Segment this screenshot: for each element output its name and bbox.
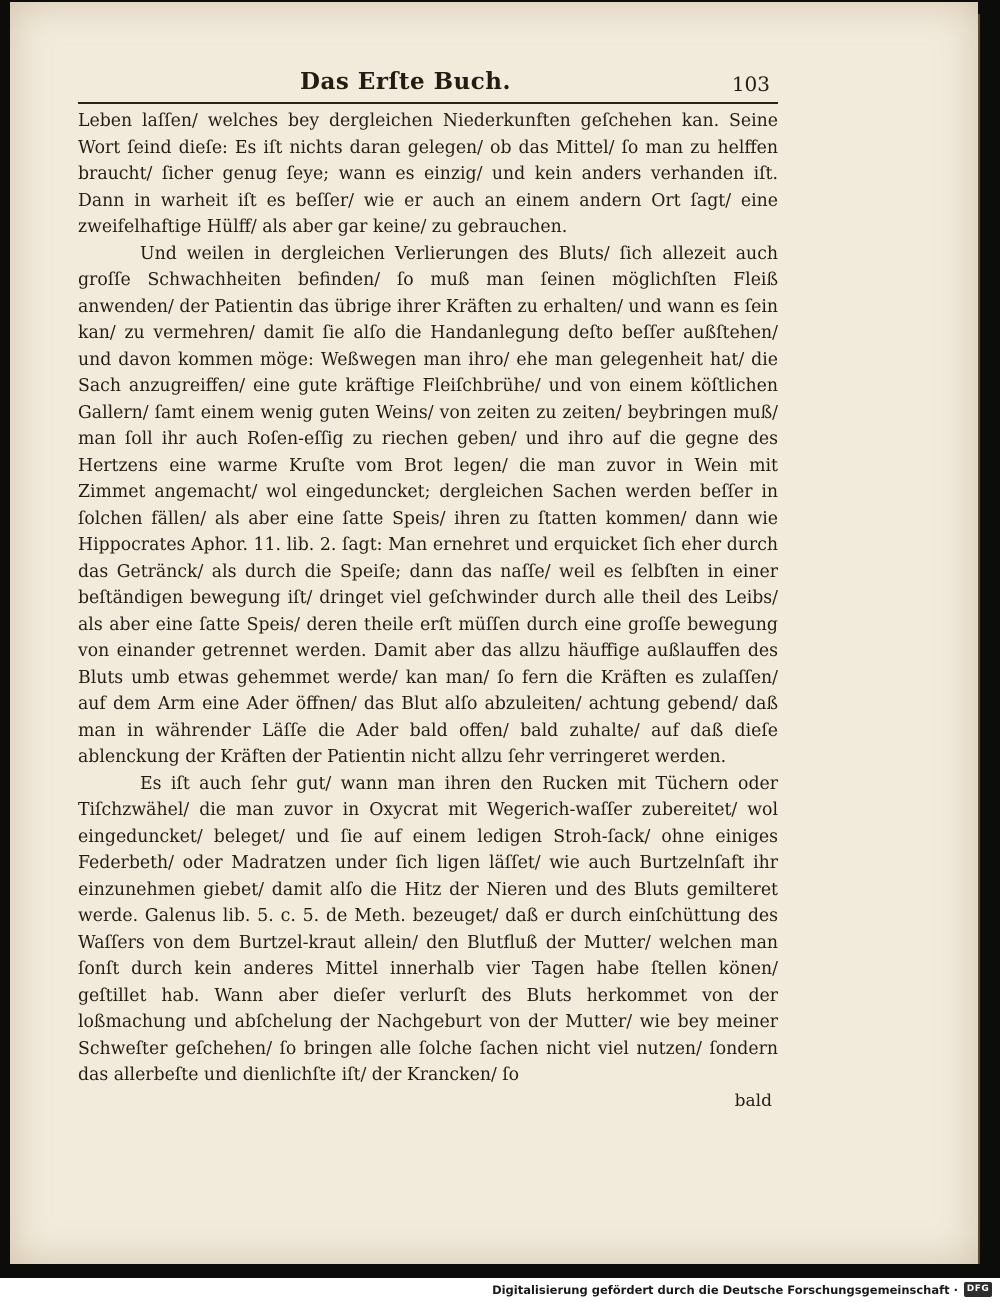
paragraph-1: Leben laſſen/ welches bey dergleichen Niederkunften geſchehen kan. Seine Wort ſeind dieſe: Es iſt nichts daran gelegen/ ob das Mittel/ ſo man zu helffen braucht/ ſicher genug ſeye; wann es einzig/ und kein anders verhanden iſt. Dann in warheit iſt es beſſer/ wie er auch an einem andern Ort ſagt/ eine zweifelhaftige Hülff/ als aber gar keine/ zu gebrauchen. xyxy=(78,111,778,237)
paragraph-2: Und weilen in dergleichen Verlierungen des Bluts/ ſich allezeit auch groſſe Schwachheiten befinden/ ſo muß man ſeinen möglichſten Fleiß anwenden/ der Patientin das übrige ihrer Kräften zu erhalten/ und wann es ſein kan/ zu vermehren/ damit ſie alſo die Handanlegung deſto beſſer außſtehen/ und davon kommen möge: Weßwegen man ihro/ ehe man gelegenheit hat/ die Sach anzugreiffen/ eine gute kräftige Fleiſchbrühe/ und von einem köſtlichen Gallern/ ſamt einem wenig guten Weins/ von zeiten zu zeiten/ beybringen muß/ man ſoll ihr auch Roſen-eſſig zu riechen geben/ und ihro auf die gegne des Hertzens eine warme Kruſte vom Brot legen/ die man zuvor in Wein mit Zimmet angemacht/ wol eingeduncket; dergleichen Sachen werden beſſer in ſolchen fällen/ als aber eine ſatte Speis/ ihren zu ſtatten kommen/ dann wie Hippocrates Aphor. 11. lib. 2. ſagt: Man ernehret und erquicket ſich eher durch das Getränck/ als durch die Speiſe; dann das naſſe/ weil es ſelbſten in einer beſtändigen bewegung iſt/ dringet viel geſchwinder durch alle theil des Leibs/ als aber eine ſatte Speis/ deren theile erſt müſſen durch eine groſſe bewegung von einander getrennet werden. Damit aber das allzu häuffige außlauffen des Bluts umb etwas gehemmet werde/ kan man/ ſo fern die Kräften es zulaſſen/ auf dem Arm eine Ader öffnen/ das Blut alſo abzuleiten/ achtung gebend/ daß man in währender Läſſe die Ader bald offen/ bald zuhalte/ auf daß dieſe ablenckung der Kräften der Patientin nicht allzu ſehr verringeret werden. xyxy=(78,243,778,767)
body-text xyxy=(78,108,778,1089)
funding-credit: Digitalisierung gefördert durch die Deutsche Forschungsgemeinschaft · xyxy=(492,1283,958,1297)
page-content xyxy=(78,64,778,1113)
paragraph-3: Es iſt auch ſehr gut/ wann man ihren den Rucken mit Tüchern oder Tiſchzwähel/ die man zuvor in Oxycrat mit Wegerich-waſſer zubereitet/ wol eingeduncket/ beleget/ und ſie auf einem ledigen Stroh-ſack/ ohne einiges Federbeth/ oder Madratzen under ſich ligen läſſet/ wie auch Burtzelnſaft ihr einzunehmen giebet/ damit alſo die Hitz der Nieren und des Bluts gemilteret werde. Galenus lib. 5. c. 5. de Meth. bezeuget/ daß er durch einſchüttung des Waſſers von dem Burtzel-kraut allein/ den Blutfluß der Mutter/ welchen man ſonſt durch kein anderes Mittel innerhalb vier Tagen habe ſtellen könen/ geſtillet hab. Wann aber dieſer verlurſt des Bluts herkommet von der loßmachung und abſchelung der Nachgeburt von der Mutter/ wie bey meiner Schweſter geſchehen/ ſo bringen alle ſolche ſachen nicht viel nutzen/ ſondern das allerbeſte und dienlichſte iſt/ der Krancken/ ſo xyxy=(78,773,778,1085)
catchword: bald xyxy=(734,1090,772,1111)
running-title: Das Erſte Buch. xyxy=(300,68,512,95)
page-number: 103 xyxy=(731,72,770,96)
dfg-logo: DFG xyxy=(964,1282,992,1297)
digitization-footer xyxy=(0,1278,1000,1302)
running-head xyxy=(78,64,778,104)
book-page xyxy=(10,2,978,1264)
